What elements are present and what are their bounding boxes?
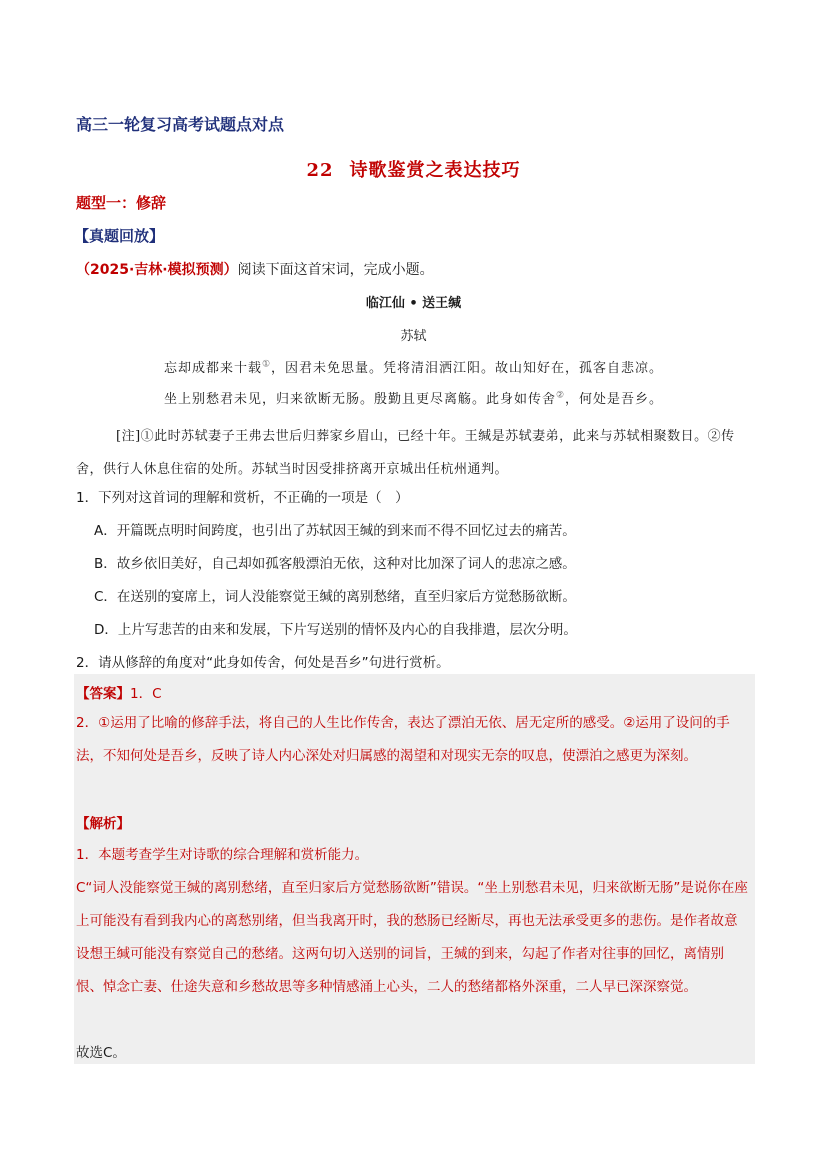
option-c: C．在送别的宴席上，词人没能察觉王缄的离别愁绪，直至归家后方觉愁肠欲断。 (94, 589, 576, 605)
answer-line (76, 682, 162, 702)
poem-line-2-text-a: 坐上别愁君未见，归来欲断无肠。殷勤且更尽离觞。此身如传舍 (163, 392, 556, 407)
chapter-number: 22 (306, 160, 334, 181)
chapter-title (0, 156, 827, 182)
source-tag: （2025·吉林·模拟预测） (76, 262, 238, 278)
poem-title: 临江仙 • 送王缄 (365, 296, 462, 311)
footnote-mark-2: ② (555, 390, 566, 401)
answer-1: 1．C (130, 686, 162, 702)
analysis-label-text: 【解析】 (76, 816, 130, 832)
poem-note: [注]①此时苏轼妻子王弗去世后归葬家乡眉山，已经十年。王缄是苏轼妻弟，此来与苏轼相聚数日。②传舍，供行人休息住宿的处所。苏轼当时因受排挤离开京城出任杭州通判。 (76, 429, 735, 477)
option-b: B．故乡依旧美好，自己却如孤客般漂泊无依，这种对比加深了词人的悲凉之感。 (94, 556, 576, 572)
option-a: A．开篇既点明时间跨度，也引出了苏轼因王缄的到来而不得不回忆过去的痛苦。 (94, 523, 576, 539)
chapter-name: 诗歌鉴赏之表达技巧 (349, 160, 521, 181)
bracket-heading: 【真题回放】 (74, 227, 165, 245)
poem-line-1 (0, 357, 827, 376)
section-label: 题型一：修辞 (76, 194, 167, 212)
question-2: 2．请从修辞的角度对“此身如传舍，何处是吾乡”句进行赏析。 (76, 655, 450, 671)
option-d: D．上片写悲苦的由来和发展，下片写送别的情怀及内心的自我排遣，层次分明。 (94, 622, 577, 638)
source-line (76, 259, 434, 279)
answer-2: 2．①运用了比喻的修辞手法，将自己的人生比作传舍，表达了漂泊无依、居无定所的感受。②运用了设问的手法，不知何处是吾乡，反映了诗人内心深处对归属感的渴望和对现实无奈的叹息，使漂泊之感更为深刻。 (76, 715, 730, 764)
poem-line-2-text-b: ，何处是吾乡。 (565, 392, 664, 407)
source-instruction: 阅读下面这首宋词，完成小题。 (237, 262, 434, 278)
poem-author: 苏轼 (400, 329, 427, 344)
footnote-mark-1: ① (261, 359, 272, 370)
poem-line-1-text-a: 忘却成都来十载 (163, 361, 262, 376)
series-title: 高三一轮复习高考试题点对点 (76, 115, 285, 134)
question-1: 1．下列对这首词的理解和赏析，不正确的一项是（ ） (76, 490, 409, 506)
answer-label: 【答案】 (76, 686, 130, 702)
analysis-conclusion: 故选C。 (76, 1045, 126, 1061)
analysis-para-1: 1．本题考查学生对诗歌的综合理解和赏析能力。 (76, 847, 369, 863)
analysis-para-2: C“词人没能察觉王缄的离别愁绪，直至归家后方觉愁肠欲断”错误。“坐上别愁君未见，归来欲断无肠”是说你在座上可能没有看到我内心的离愁别绪，但当我离开时，我的愁肠已经断尽，再也无法承受更多的悲伤。是作者故意设想王缄可能没有察觉自己的愁绪。这两句切入送别的词旨，王缄的到来，勾起了作者对往事的回忆，离情别恨、悼念亡妻、仕途失意和乡愁故思等多种情感涌上心头，二人的愁绪都格外深重，二人早已深深察觉。 (76, 880, 748, 995)
poem-line-2 (0, 388, 827, 407)
poem-line-1-text-b: ，因君未免思量。凭将清泪洒江阳。故山知好在，孤客自悲凉。 (271, 361, 664, 376)
analysis-label (76, 812, 130, 832)
